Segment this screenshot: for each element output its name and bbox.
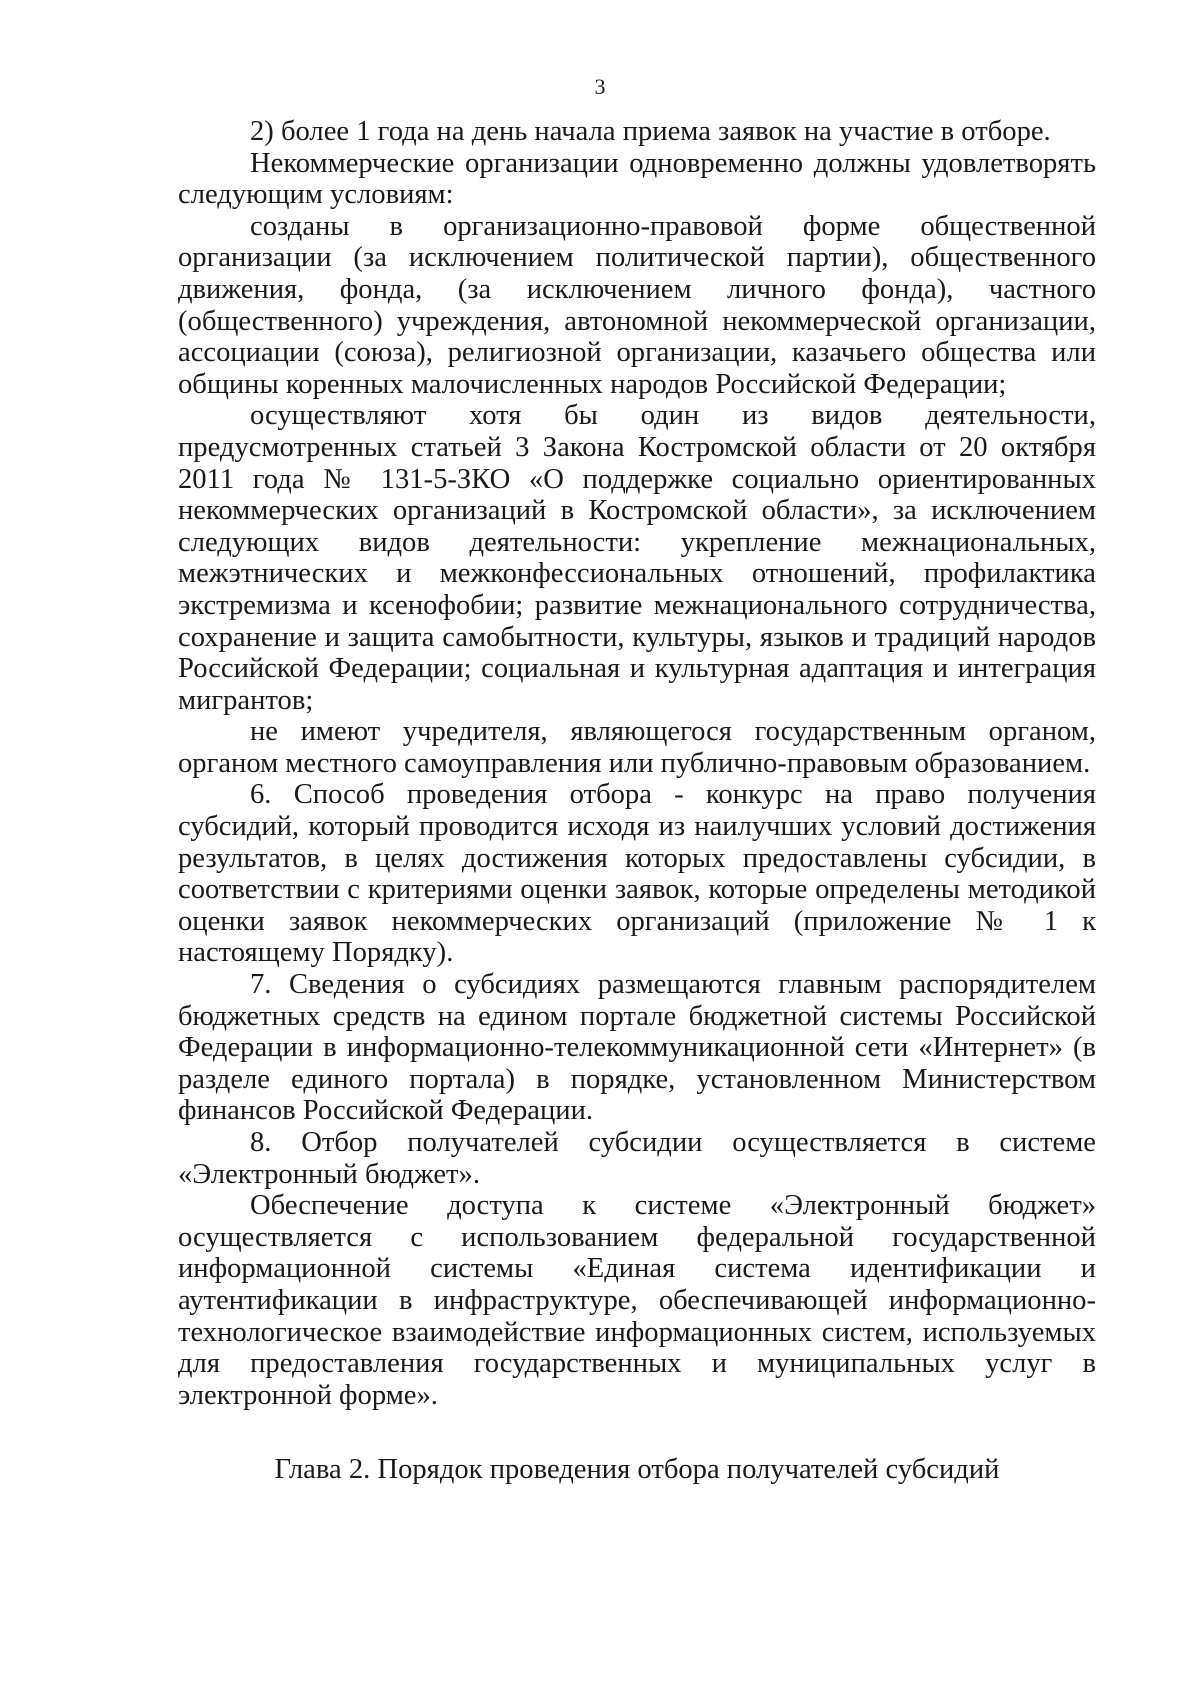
paragraph-item-8-electronic-budget: 8. Отбор получателей субсидии осуществляется в системе «Электронный бюджет».: [178, 1127, 1096, 1190]
paragraph-item-7-subsidy-info: 7. Сведения о субсидиях размещаются главным распорядителем бюджетных средств на едином портале бюджетной системы Российской Федерации в информационно-телекоммуникационной сети «Интернет» (в разделе единого портала) в порядке, установленном Министерством финансов Российской Федерации.: [178, 969, 1096, 1127]
paragraph-item-6-selection-method: 6. Способ проведения отбора - конкурс на право получения субсидий, который проводится исходя из наилучших условий достижения результатов, в целях достижения которых предоставлены субсидии, в соответствии с критериями оценки заявок, которые определены методикой оценки заявок некоммерческих организаций (приложение № 1 к настоящему Порядку).: [178, 779, 1096, 969]
paragraph-activity-condition: осуществляют хотя бы один из видов деятельности, предусмотренных статьей 3 Закона Костромской области от 20 октября 2011 года № 131-5-ЗКО «О поддержке социально ориентированных некоммерческих организаций в Костромской области», за исключением следующих видов деятельности: укрепление межнациональных, межэтнических и межконфессиональных отношений, профилактика экстремизма и ксенофобии; развитие межнационального сотрудничества, сохранение и защита самобытности, культуры, языков и традиций народов Российской Федерации; социальная и культурная адаптация и интеграция мигрантов;: [178, 400, 1096, 716]
paragraph-nko-conditions-intro: Некоммерческие организации одновременно должны удовлетворять следующим условиям:: [178, 147, 1096, 211]
paragraph-founder-condition: не имеют учредителя, являющегося государственным органом, органом местного самоуправления или публично-правовым образованием.: [178, 716, 1096, 779]
document-body: [178, 116, 1096, 1411]
paragraph-term-condition: 2) более 1 года на день начала приема заявок на участие в отборе.: [250, 116, 1051, 147]
chapter-heading: Глава 2. Порядок проведения отбора получателей субсидий: [274, 1454, 1000, 1485]
paragraph-legal-form-condition: созданы в организационно-правовой форме общественной организации (за исключением политической партии), общественного движения, фонда, (за исключением личного фонда), частного (общественного) учреждения, автономной некоммерческой организации, ассоциации (союза), религиозной организации, казачьего общества или общины коренных малочисленных народов Российской Федерации;: [178, 210, 1096, 400]
page-number: 3: [594, 74, 606, 99]
paragraph-system-access: Обеспечение доступа к системе «Электронный бюджет» осуществляется с использованием федеральной государственной информационной системы «Единая система идентификации и аутентификации в инфраструктуре, обеспечивающей информационно-технологическое взаимодействие информационных систем, используемых для предоставления государственных и муниципальных услуг в электронной форме».: [178, 1190, 1096, 1411]
